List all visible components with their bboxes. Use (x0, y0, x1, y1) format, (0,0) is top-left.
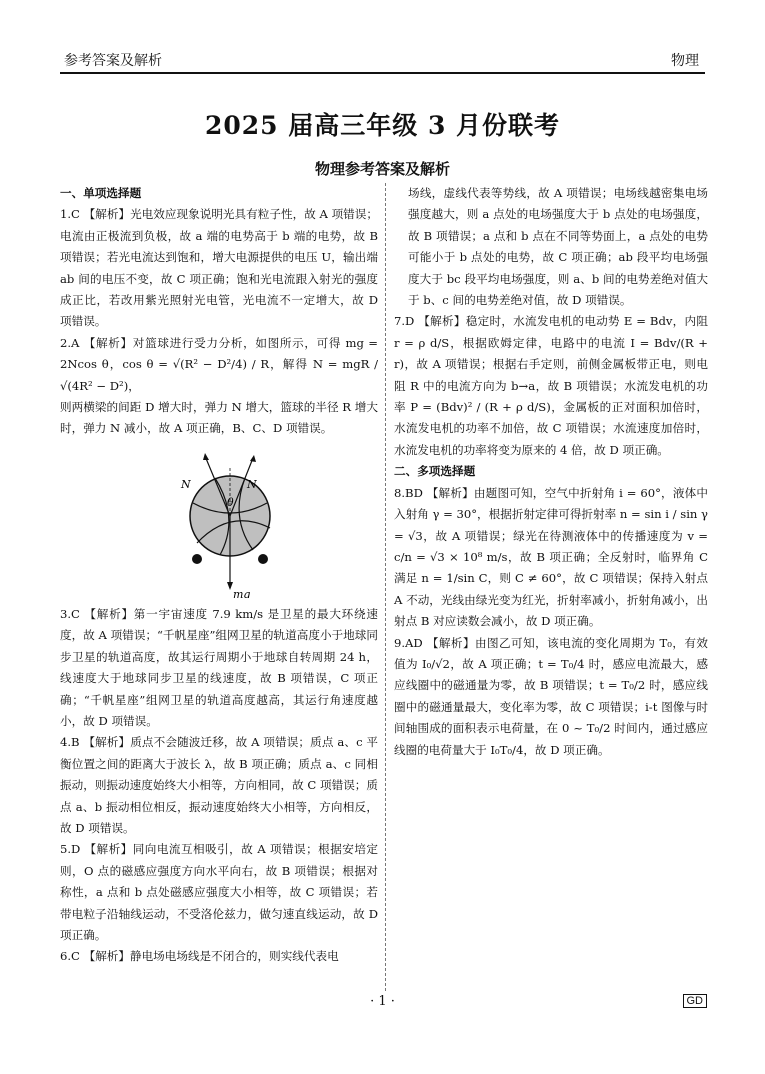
force-label-n-right: N (247, 477, 257, 491)
answer-2-part-2: 则两横梁的间距 D 增大时，弹力 N 增大，篮球的半径 R 增大时，弹力 N 减小，故 A 项正确，B、C、D 项错误。 (60, 400, 378, 436)
header-left: 参考答案及解析 (64, 53, 162, 69)
angle-label-theta: θ (227, 495, 234, 509)
answer-4: 4.B 【解析】质点不会随波迁移，故 A 项错误；质点 a、c 平衡位置之间的距离大于波长 λ，故 B 项正确；质点 a、c 同相振动，则振动速度始终大小相等，方向相同，故 C 项错误；质点 a、b 振动相位相反，振动速度始终大小相等，方向相反，故 D 项错误。 (60, 735, 378, 835)
answer-7: 7.D 【解析】稳定时，水流发电机的电动势 E = Bdv，内阻 r = ρ d/S，根据欧姆定律，电路中的电流 I = Bdv/(R + r)，故 A 项错误；根据右手定则，前侧金属板带正电，则电阻 R 中的电流方向为 b→a，故 B 项错误；水流发电机的功率 P = (Bdv)² / (R + ρ d/S)，金属板的正对面积加倍时，水流发电机的功率不加倍，故 C 项错误；水流速度加倍时，水流发电机的功率将变为原来的 4 倍，故 D 项正确。 (394, 314, 708, 457)
answer-6-continued: 场线，虚线代表等势线，故 A 项错误；电场线越密集电场强度越大，则 a 点处的电场强度大于 b 点处的电场强度，故 B 项错误；a 点和 b 点在不同等势面上，a 点处的电势可能小于 b 点处的电势，故 C 项正确；ab 段平均电场强度大于 bc 段平均电场强度，则 a、b 间的电势差绝对值大于 b、c 间的电势差绝对值，故 D 项错误。 (408, 186, 708, 308)
force-label-n-left: N (181, 477, 191, 491)
answer-1: 1.C 【解析】光电效应现象说明光具有粒子性，故 A 项错误；电流由正极流到负极，故 a 端的电势高于 b 端的电势，故 B 项错误；若光电流达到饱和，增大电源提供的电压 U，输出端 ab 间的电压不变，故 C 项正确；饱和光电流跟入射光的强度成正比，若改用紫光照射光电管，光电流不一定增大，故 D 项错误。 (60, 207, 378, 329)
page-subtitle: 物理参考答案及解析 (314, 160, 450, 178)
edition-badge: GD (683, 994, 708, 1008)
answer-9: 9.AD 【解析】由图乙可知，该电流的变化周期为 T₀，有效值为 I₀/√2，故 A 项正确；t = T₀/4 时，感应电流最大，感应线圈中的磁通量为零，故 B 项错误；t = T₀/2 时，感应线圈中的磁通量最大，变化率为零，故 C 项错误；i-t 图像与时间轴围成的面积表示电荷量，在 0 ~ T₀/2 时间内，通过感应线圈的电荷量大于 I₀T₀/4，故 D 项正确。 (394, 635, 708, 757)
right-column (394, 183, 708, 761)
page-number: · 1 · (370, 994, 395, 1009)
answer-3: 3.C 【解析】第一宇宙速度 7.9 km/s 是卫星的最大环绕速度，故 A 项错误；“千帆星座”组网卫星的轨道高度小于地球同步卫星的轨道高度，故其运行周期小于地球自转周期 24 h，线速度大于地球同步卫星的线速度，故 B 项错误，C 项正确；“千帆星座”组网卫星的轨道高度越高，其运行角速度越小，故 D 项错误。 (60, 606, 378, 728)
answer-2-part-1: 2.A 【解析】对篮球进行受力分析，如图所示，可得 mg = 2Ncos θ，cos θ = √(R² − D²/4) / R，解得 N = mgR / √(4R² − D²)， (60, 335, 378, 393)
left-column (60, 183, 378, 968)
page-title: 2025 届高三年级 3 月份联考 (204, 111, 561, 140)
section-heading-multiple: 二、多项选择题 (394, 464, 476, 479)
answer-6-start: 6.C 【解析】静电场电场线是不闭合的，则实线代表电 (60, 949, 339, 964)
column-divider (385, 183, 386, 991)
force-label-mg: mg (233, 587, 251, 598)
basketball-force-diagram (175, 448, 285, 598)
section-heading-single: 一、单项选择题 (60, 186, 142, 200)
header-right: 物理 (671, 53, 699, 69)
answer-5: 5.D 【解析】同向电流互相吸引，故 A 项错误；根据安培定则，O 点的磁感应强度方向水平向右，故 B 项错误；根据对称性，a 点和 b 点处磁感应强度大小相等，故 C 项错误；若带电粒子沿轴线运动，不受洛伦兹力，做匀速直线运动，故 D 项正确。 (60, 842, 378, 942)
header-rule (60, 72, 705, 74)
answer-8: 8.BD 【解析】由题图可知，空气中折射角 i = 60°，液体中入射角 γ = 30°，根据折射定律可得折射率 n = sin i / sin γ = √3，故 A 项错误；绿光在待测液体中的传播速度为 v = c/n = √3 × 10⁸ m/s，故 B 项正确；全反射时，临界角 C 满足 n = 1/sin C，则 C ≠ 60°，故 C 项错误；保持入射点 A 不动，光线由绿光变为红光，折射率减小，折射角减小，出射点 B 对应读数会减小，故 D 项正确。 (394, 485, 708, 629)
